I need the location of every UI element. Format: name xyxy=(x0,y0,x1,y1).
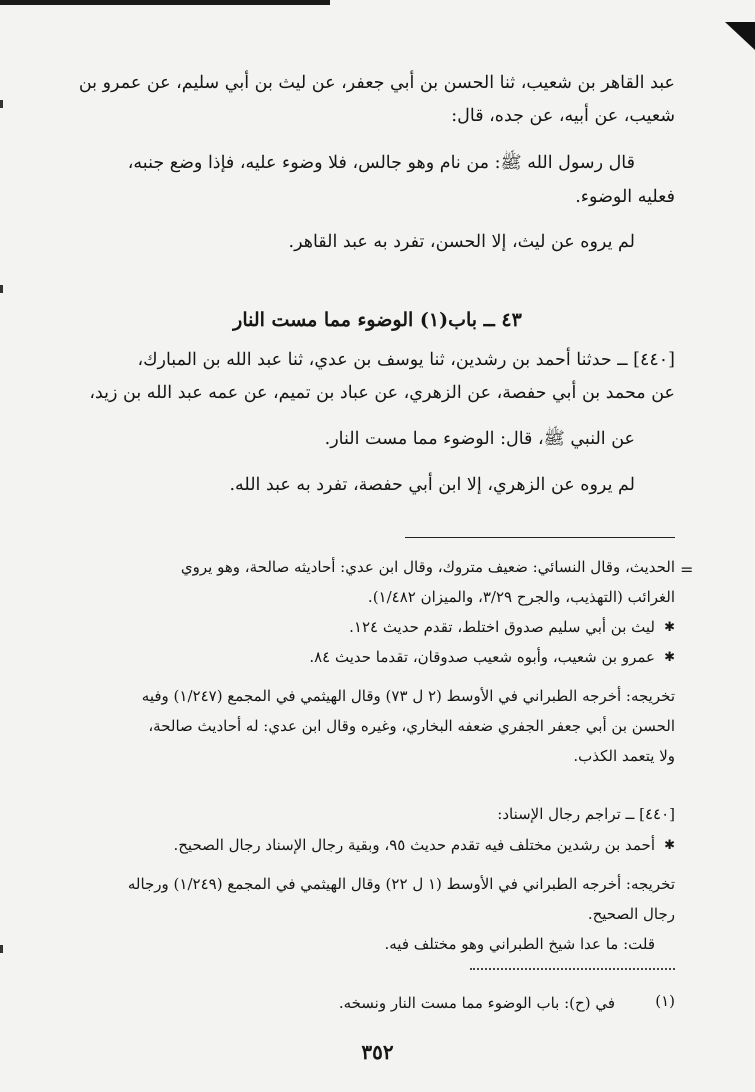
continuation-mark: = xyxy=(680,560,694,579)
footnote-line: ولا يتعمد الكذب. xyxy=(573,747,675,765)
footnote-line: رجال الصحيح. xyxy=(587,905,675,923)
hadith-440-line: [٤٤٠] ــ حدثنا أحمد بن رشدين، ثنا يوسف بن عدي، ثنا عبد الله بن المبارك، xyxy=(137,350,675,370)
bullet-icon: ✱ xyxy=(664,620,675,635)
scan-mark xyxy=(0,945,3,953)
footnote-line: عمرو بن شعيب، وأبوه شعيب صدوقان، تقدما حديث ٨٤. xyxy=(309,648,655,666)
note-text: في (ح): باب الوضوء مما مست النار ونسخه. xyxy=(338,994,615,1012)
scan-top-bar xyxy=(0,0,330,5)
footnote-line: الحسن بن أبي جعفر الجفري ضعفه البخاري، وغيره وقال ابن عدي: له أحاديث صالحة، xyxy=(148,717,675,735)
page-number: ٣٥٢ xyxy=(361,1040,394,1064)
text-line: فعليه الوضوء. xyxy=(575,187,675,207)
chapter-heading: ٤٣ ــ باب(١) الوضوء مما مست النار xyxy=(233,309,522,331)
footnote-line: تخريجه: أخرجه الطبراني في الأوسط (٢ ل ٧٣) وقال الهيثمي في المجمع (١/٢٤٧) وفيه xyxy=(141,687,675,705)
scan-mark xyxy=(0,285,3,293)
footnote-line: الحديث، وقال النسائي: ضعيف متروك، وقال ابن عدي: أحاديثه صالحة، وهو يروي xyxy=(180,558,675,576)
text-line: لم يروه عن ليث، إلا الحسن، تفرد به عبد القاهر. xyxy=(288,232,635,252)
footnote-separator xyxy=(405,537,675,538)
hadith-440-line: لم يروه عن الزهري، إلا ابن أبي حفصة، تفرد به عبد الله. xyxy=(229,475,635,495)
footnote-line: [٤٤٠] ــ تراجم رجال الإسناد: xyxy=(497,805,675,823)
footnote-line: الغرائب (التهذيب، والجرح ٣/٢٩، والميزان ١/٤٨٢). xyxy=(367,588,675,606)
footnote-line: أحمد بن رشدين مختلف فيه تقدم حديث ٩٥، وبقية رجال الإسناد رجال الصحيح. xyxy=(173,836,655,854)
footnote-line: قلت: ما عدا شيخ الطبراني وهو مختلف فيه. xyxy=(384,935,655,953)
footnote-line: تخريجه: أخرجه الطبراني في الأوسط (١ ل ٢٢) وقال الهيثمي في المجمع (١/٢٤٩) ورجاله xyxy=(127,875,675,893)
scan-corner-mark xyxy=(725,22,755,50)
scan-mark xyxy=(0,100,3,108)
note-number: (١) xyxy=(655,992,675,1010)
bullet-icon: ✱ xyxy=(664,650,675,665)
footnote-line: ليث بن أبي سليم صدوق اختلط، تقدم حديث ١٢٤. xyxy=(349,618,655,636)
text-line: قال رسول الله ﷺ: من نام وهو جالس، فلا وضوء عليه، فإذا وضع جنبه، xyxy=(127,153,635,173)
dotted-separator xyxy=(470,968,675,970)
hadith-440-line: عن محمد بن أبي حفصة، عن الزهري، عن عباد بن تميم، عن عمه عبد الله بن زيد، xyxy=(89,383,675,403)
hadith-440-line: عن النبي ﷺ، قال: الوضوء مما مست النار. xyxy=(324,429,635,449)
bullet-icon: ✱ xyxy=(664,838,675,853)
text-line: عبد القاهر بن شعيب، ثنا الحسن بن أبي جعفر، عن ليث بن أبي سليم، عن عمرو بن xyxy=(78,73,675,93)
text-line: شعيب، عن أبيه، عن جده، قال: xyxy=(451,106,675,126)
